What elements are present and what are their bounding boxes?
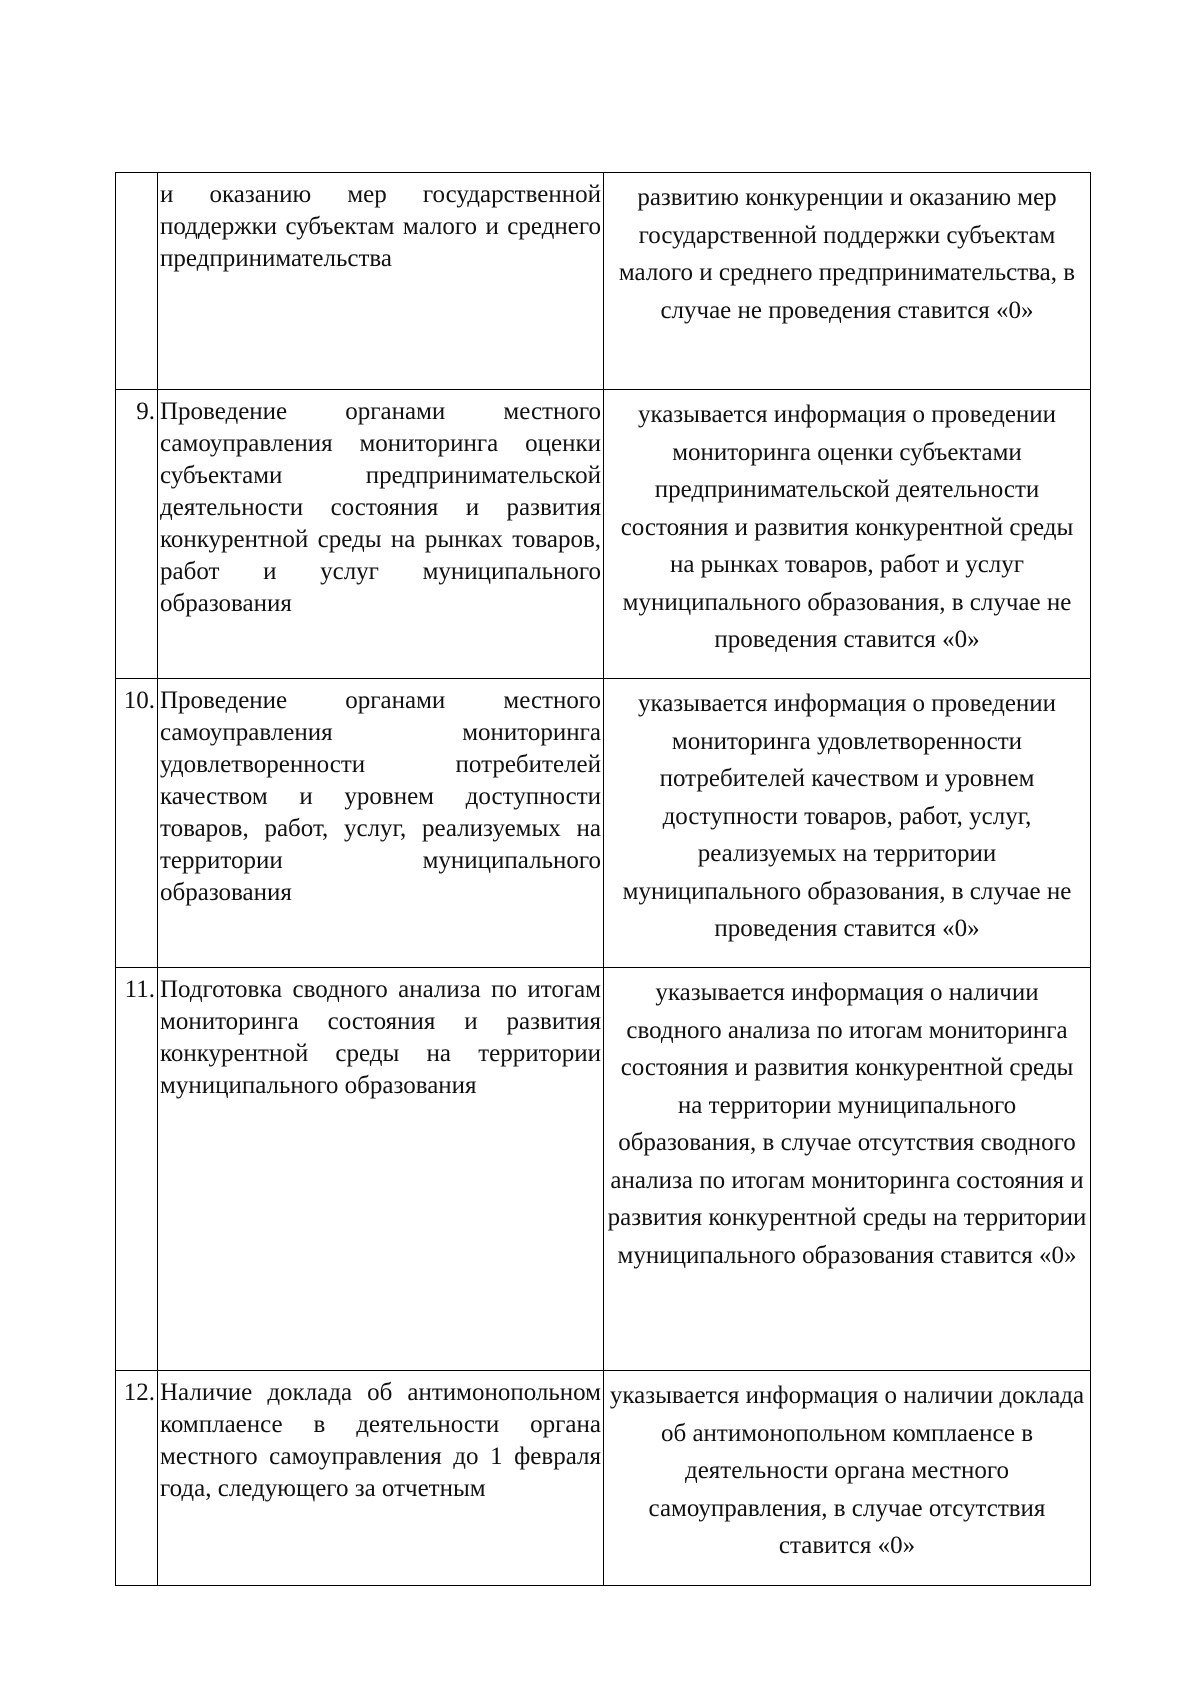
table-row: [116, 679, 1091, 968]
criteria-table: [115, 172, 1091, 1586]
criterion-description: указывается информация о наличии доклада об антимонопольном комплаенсе в деятельности органа местного самоуправления, в случае отсутствия ставится «0»: [604, 1371, 1091, 1586]
criterion-description: указывается информация о проведении мониторинга удовлетворенности потребителей качеством и уровнем доступности товаров, работ, услуг, реализуемых на территории муниципального образования, в случае не проведения ставится «0»: [604, 679, 1091, 968]
row-number: 12.: [116, 1371, 158, 1586]
criterion-description: указывается информация о проведении мониторинга оценки субъектами предпринимательской деятельности состояния и развития конкурентной среды на рынках товаров, работ и услуг муниципального образования, в случае не проведения ставится «0»: [604, 390, 1091, 679]
criterion-name: Подготовка сводного анализа по итогам мониторинга состояния и развития конкурентной среды на территории муниципального образования: [158, 968, 604, 1371]
row-number: 10.: [116, 679, 158, 968]
criterion-description: развитию конкуренции и оказанию мер государственной поддержки субъектам малого и среднего предпринимательства, в случае не проведения ставится «0»: [604, 173, 1091, 390]
criterion-description: указывается информация о наличии сводного анализа по итогам мониторинга состояния и развития конкурентной среды на территории муниципального образования, в случае отсутствия сводного анализа по итогам мониторинга состояния и развития конкурентной среды на территории муниципального образования ставится «0»: [604, 968, 1091, 1371]
row-number: 9.: [116, 390, 158, 679]
criterion-name: Проведение органами местного самоуправления мониторинга удовлетворенности потребителей качеством и уровнем доступности товаров, работ, услуг, реализуемых на территории муниципального образования: [158, 679, 604, 968]
table-row: [116, 1371, 1091, 1586]
table-row: [116, 968, 1091, 1371]
row-number: [116, 173, 158, 390]
criterion-name: Наличие доклада об антимонопольном комплаенсе в деятельности органа местного самоуправления до 1 февраля года, следующего за отчетным: [158, 1371, 604, 1586]
criterion-name: и оказанию мер государственной поддержки субъектам малого и среднего предпринимательства: [158, 173, 604, 390]
table-row: [116, 390, 1091, 679]
table-row: [116, 173, 1091, 390]
criterion-name: Проведение органами местного самоуправления мониторинга оценки субъектами предпринимательской деятельности состояния и развития конкурентной среды на рынках товаров, работ и услуг муниципального образования: [158, 390, 604, 679]
row-number: 11.: [116, 968, 158, 1371]
